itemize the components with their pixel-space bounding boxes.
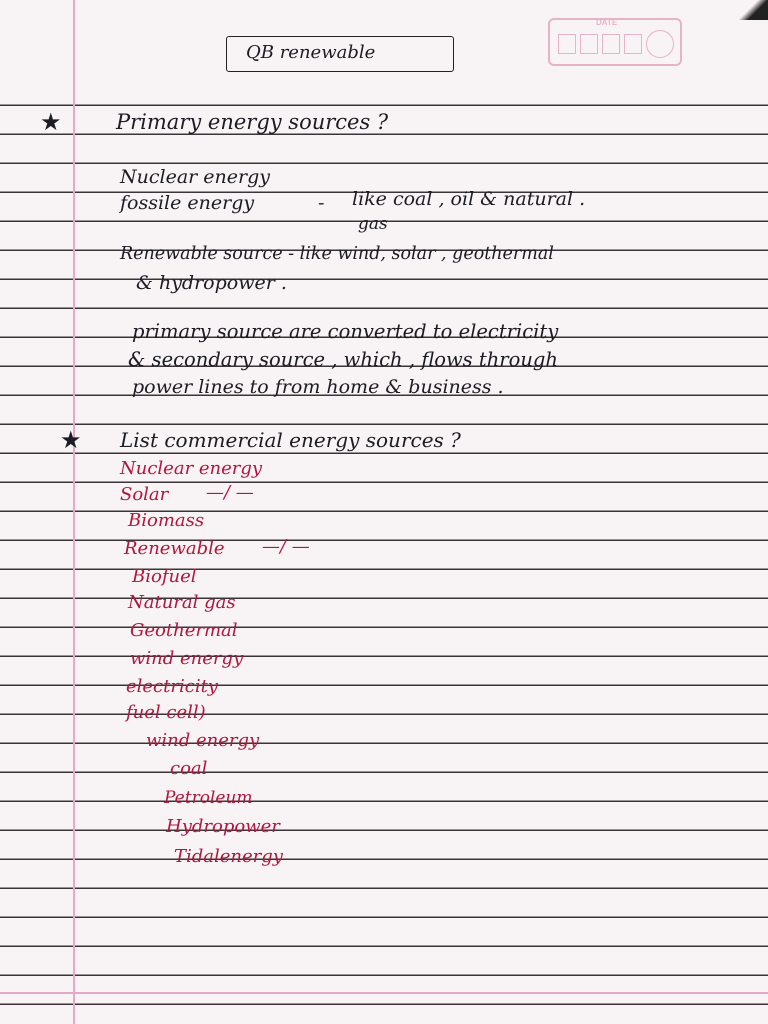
bottom-rule (0, 992, 768, 994)
page-title: QB renewable (246, 42, 376, 63)
date-cell (624, 34, 642, 54)
date-cell (580, 34, 598, 54)
date-label: DATE (596, 18, 618, 27)
date-circle (646, 30, 674, 58)
text-paragraph-line2: & secondary source , which , flows through (128, 348, 558, 371)
list-item: Petroleum (164, 788, 253, 808)
text-paragraph-line1: primary source are converted to electricity (132, 320, 559, 343)
list-item: wind energy (130, 648, 244, 669)
text-renewable-source: Renewable source - like wind, solar , geothermal (120, 244, 554, 264)
text-hydropower: & hydropower . (136, 272, 287, 294)
date-box (548, 18, 682, 66)
text-paragraph-line3: power lines to from home & business . (132, 376, 504, 398)
question-marker: ★ (40, 108, 62, 136)
list-item: coal (170, 758, 208, 779)
text-nuclear-energy: Nuclear energy (120, 166, 270, 188)
text-fossil-detail: like coal , oil & natural . (352, 188, 586, 210)
text-fossil-energy: fossile energy (120, 192, 255, 214)
question-primary-sources: Primary energy sources ? (116, 110, 389, 134)
text-fossil-dash: - (318, 192, 325, 214)
list-item: Renewable (124, 538, 225, 559)
date-cell (602, 34, 620, 54)
list-item: Tidalenergy (174, 846, 283, 867)
list-item: wind energy (146, 730, 260, 751)
corner-shadow (738, 0, 768, 20)
text-fossil-gas: gas (358, 214, 388, 234)
date-cell (558, 34, 576, 54)
list-item: electricity (126, 676, 218, 697)
list-item: Nuclear energy (120, 458, 263, 479)
question-commercial-sources: List commercial energy sources ? (120, 428, 461, 452)
list-item: Natural gas (128, 592, 236, 613)
list-item-dash: —/ — (262, 536, 310, 557)
list-item: Biofuel (132, 566, 197, 587)
list-item: Geothermal (130, 620, 238, 641)
list-item: fuel cell) (126, 702, 206, 723)
list-item-dash: —/ — (206, 482, 254, 503)
margin-line (73, 0, 75, 1024)
list-item: Hydropower (166, 816, 280, 837)
list-item: Biomass (128, 510, 205, 531)
question-marker: ★ (60, 426, 82, 454)
list-item: Solar (120, 484, 169, 505)
